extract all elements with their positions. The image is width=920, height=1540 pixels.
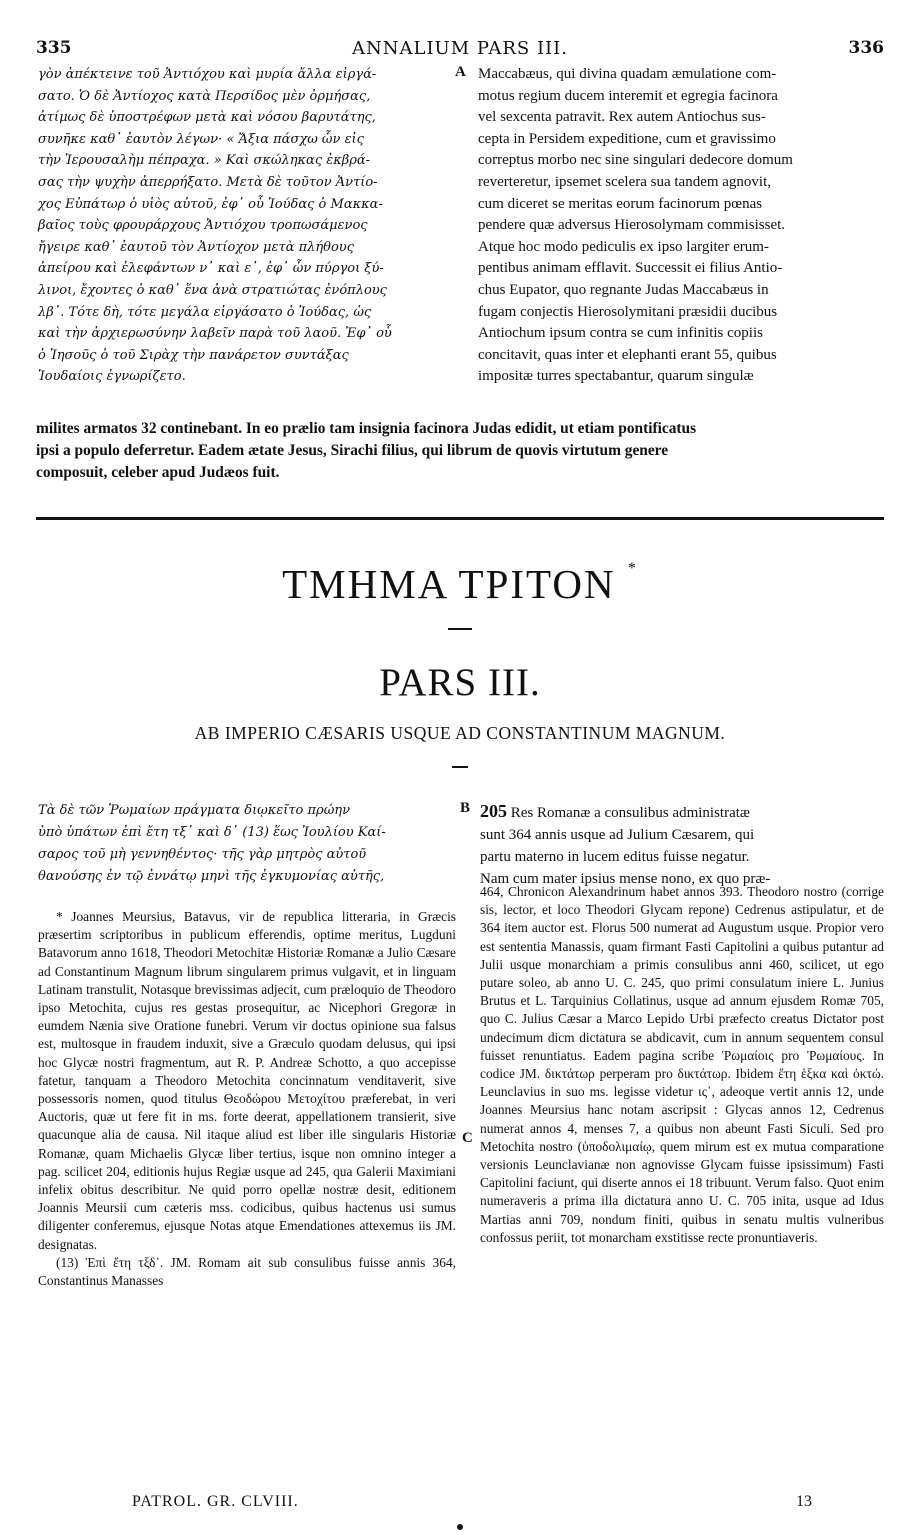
latin-line: fugam conjectis Hierosolymitani præsidii ducibus <box>478 303 778 320</box>
latin-line: Antiochum ipsum contra se cum infinitis copiis <box>478 325 763 342</box>
subtitle-dash <box>452 766 468 768</box>
title-dash <box>448 628 472 630</box>
footer-signature: PATROL. GR. CLVIII. <box>132 1493 299 1510</box>
latin-line <box>480 800 884 824</box>
greek-column-body <box>38 800 458 888</box>
greek-line: ἤγειρε καθ᾽ ἑαυτοῦ τὸν Ἀντίοχον μετὰ πλήθους <box>38 239 354 255</box>
footnote-asterisk: * <box>627 560 638 577</box>
latin-line: composuit, celeber apud Judæos fuit. <box>36 464 280 481</box>
latin-full-width-continuation <box>36 418 884 484</box>
greek-line: βαῖος τοὺς φρουράρχους Ἀντιόχου τροπωσάμενος <box>38 218 368 234</box>
greek-line: σαρος τοῦ μὴ γεννηθέντος· τῆς γὰρ μητρὸς αὐτοῦ <box>38 847 367 862</box>
latin-line: sunt 364 annis usque ad Julium Cæsarem, qui <box>480 827 755 843</box>
footer-dot <box>457 1524 463 1530</box>
running-title: ANNALIUM PARS III. <box>352 38 568 59</box>
greek-line: σατο. Ὁ δὲ Ἀντίοχος κατὰ Περσίδος μὲν ὁρμήσας, <box>38 88 371 104</box>
latin-line: cepta in Persidem expeditione, cum et gravissimo <box>478 130 776 147</box>
latin-line: chus Eupator, quo regnante Judas Maccabæus in <box>478 281 769 298</box>
latin-line: vel sexcenta patravit. Rex autem Antiochus sus- <box>478 109 766 126</box>
latin-section-title: PARS III. <box>379 661 541 704</box>
greek-line: σας τὴν ψυχὴν ἀπερρήξατο. Μετὰ δὲ τοῦτον Ἀντίο- <box>38 174 378 190</box>
column-number: 205 <box>480 801 507 821</box>
margin-marker-a: A <box>455 64 466 80</box>
footnotes-left <box>38 908 456 1290</box>
greek-line: Ἰουδαίοις ἐγνωρίζετο. <box>38 369 186 385</box>
greek-line: τὴν Ἱερουσαλὴμ πέπραχα. » Καὶ σκώληκας ἐκβρά- <box>38 153 371 169</box>
latin-line: Nam cum mater ipsius mense nono, ex quo præ- <box>480 871 771 887</box>
latin-line: Maccabæus, qui divina quadam æmulatione com- <box>478 66 777 82</box>
latin-column-top <box>478 64 884 388</box>
latin-line: Atque hoc modo pediculis ex ipso largiter erum- <box>478 238 769 255</box>
greek-column-top <box>38 64 450 388</box>
footnotes-right <box>480 883 884 1247</box>
latin-line: cum diceret se meritas eorum facinorum pœnas <box>478 195 763 212</box>
greek-line: ἀτίμως δὲ ὑποστρέφων μετὰ καὶ νόσου βαρυτάτης, <box>38 110 376 126</box>
greek-line: λβ᾽. Τότε δὴ, τότε μεγάλα εἰργάσατο ὁ Ἰούδας, ὡς <box>38 304 372 320</box>
latin-line: reverteretur, ipsemet scelera sua tandem agnovit, <box>478 173 772 190</box>
latin-line: correptus morbo nec sine singulari dedecore domum <box>478 152 793 169</box>
footer-sheet-number: 13 <box>796 1493 812 1510</box>
footnote-paragraph: 464, Chronicon Alexandrinum habet annos 393. Theodoro nostro (corrige sis, lector, et loco Theodori Glycam repone) Cedrenus astipulatur, et de 364 item auctor est. Florus 500 numerat ad Augustum usque. Propior vero est sententia Manassis, quam firmant Fasti Capitolini a quibus putantur ad Julii usque monarchiam a primis consulibus anni 460, scilicet, ut ego putare soleo, ab anno U. C. 245, quo primi consulatum iniere L. Junius Brutus et L. Tarquinius Collatinus, usque ad annum ejusdem Romæ 705, quo C. Julius Cæsar a Marco Lepido Urbi præfecto creatus Dictator post undecimum dicm dictatura se abdicavit, cum in annum sequentem consul fuisset renuntiatus. Eadem pagina scribe Ῥωμαίοις pro Ῥωμαίους. In codice JM. δικτάτωρ perperam pro δικτάτωρ. Ibidem ἔτη ἑξκα καὶ ὀκτώ. Leunclavius in suo ms. legisse videtur ις᾽, adeoque vertit annis 12, unde Joannes Meursius hanc notam ascripsit : Glycas annos 12, Cedrenus numerat annos 4, menses 7, a quibus non abeunt Fasti Siculi. Sed pro Metochita nostro (ὑποδολιμαίῳ, quem mirum est ex mutua comparatione versionis Leunclavianæ non agnovisse Glycam fuisse ipsissimum) Fasti Capitolini faciunt, qui diserte annos ei 18 tribuunt. Verum falso. Quot enim numeraveris a prima illa dictatura anno U. C. 705 inita, usque ad Idus Martias anni 709, nondum finiti, quibus in senatu multis vulneribus confossus periit, tot monarcham exstitisse recte pronuntiaveris. <box>480 884 884 1245</box>
running-header <box>36 38 884 60</box>
latin-line: pendere quæ adversus Hierosolymam commisisset. <box>478 217 786 234</box>
margin-marker-c: C <box>462 1130 473 1146</box>
greek-line: ὁ Ἰησοῦς ὁ τοῦ Σιρὰχ τὴν πανάρετον συντάξας <box>38 347 349 363</box>
footnote-paragraph: * Joannes Meursius, Batavus, vir de republica litteraria, in Græcis præsertim scriptoribus in publicum efferendis, optime meritus, Lugduni Batavorum anno 1618, Theodori Metochitæ Historiæ Romanæ a Julio Cæsare ad Constantinum Magnum librum singularem primus vulgavit, et in linguam Latinam transtulit, Notasque brevissimas adjecit, cum præloquio de Theodoro ipso Metochita, cujus res gestas prosequitur, ac Nicephori Gregoræ in eumdem Nænia sive Oratione funebri. Verum vir doctus opinione sua falsus est, multosque in fraudem induxit, sive a Græculo quodam delusus, qui ipsi hoc Glycæ nostri fragmentum, aut R. P. Andreæ Schotto, a quo accepisse fatetur, tanquam a Theodoro Metochita concinnatum venditaverit, sive possessoris nomen, quod titulus Θεοδώρου Μετοχίτου præferebat, in veri Auctoris, quæ ut fere fit in ms. forte deerat, appellationem transierit, sive quacunque alia de causa. Nil itaque aliud est liber ille singularis Historiæ Romanæ, quam Michaelis Glycæ liber tertius, isque non omnino integer a pag. scilicet 204, editionis hujus Regiæ usque ad 245, qua Galerii Maximiani infelix obitus describitur. Ne quid porro opellæ nostræ desit, editionem Joannis Meursii cum cæteris mss. codicibus, quibus hactenus usi sumus diligenter conferemus, ejusque Notas atque Emendationes attexemus iis JM. designatas. <box>38 909 456 1252</box>
footnote-paragraph: (13) Ἐπὶ ἔτη τξδ᾽. JM. Romam ait sub consulibus fuisse annis 364, Constantinus Manasses <box>38 1254 456 1289</box>
latin-line-text: Res Romanæ a consulibus administratæ <box>510 805 750 821</box>
greek-line: συνῆκε καθ᾽ ἑαυτὸν λέγων· « Ἄξια πάσχω ὧν εἰς <box>38 131 364 147</box>
latin-line: partu materno in lucem editus fuisse negatur. <box>480 849 750 865</box>
page-number-right: 336 <box>848 38 884 58</box>
latin-line: impositæ turres spectabantur, quarum singulæ <box>478 368 754 385</box>
greek-line: Τὰ δὲ τῶν Ῥωμαίων πράγματα διῳκεῖτο πρώην <box>38 803 350 818</box>
greek-line: ἀπείρου καὶ ἐλεφάντων ν᾽ καὶ ε᾽, ἐφ᾽ ὧν πύργοι ξύ- <box>38 261 384 277</box>
greek-line: ὑπὸ ὑπάτων ἐπὶ ἔτη τξ᾽ καὶ δ᾽ (13) ἕως Ἰουλίου Καί- <box>38 825 386 840</box>
latin-line: pentibus animam efflavit. Successit ei filius Antio- <box>478 260 783 277</box>
page-footer <box>36 1493 884 1515</box>
section-subtitle: AB IMPERIO CÆSARIS USQUE AD CONSTANTINUM MAGNUM. <box>194 723 726 743</box>
greek-title-text: ΤΜΗΜΑ ΤΡΙΤΟΝ <box>282 561 616 607</box>
latin-line: concitavit, quas inter et elephanti erant 55, quibus <box>478 346 777 363</box>
margin-marker-b: B <box>460 800 471 816</box>
section-divider-rule <box>36 517 884 520</box>
greek-section-title <box>0 560 920 608</box>
greek-line: λινοι, ἔχοντες ὁ καθ᾽ ἕνα ἀνὰ στρατιώτας ἐνόπλους <box>38 282 387 298</box>
greek-line: θανούσης ἐν τῷ ἐννάτῳ μηνὶ τῆς ἐγκυμονίας αὐτῆς, <box>38 869 385 884</box>
latin-column-body <box>480 800 884 890</box>
latin-line: ipsi a populo deferretur. Eadem ætate Jesus, Sirachi filius, qui librum de quovis virtutum genere <box>36 442 669 459</box>
latin-line: milites armatos 32 continebant. In eo prælio tam insignia facinora Judas edidit, ut etiam pontificatus <box>36 420 697 437</box>
greek-line: γὸν ἀπέκτεινε τοῦ Ἀντιόχου καὶ μυρία ἄλλα εἰργά- <box>38 67 377 82</box>
latin-line: motus regium ducem interemit et egregia facinora <box>478 87 778 104</box>
greek-line: χος Εὐπάτωρ ὁ υἱὸς αὐτοῦ, ἐφ᾽ οὗ Ἰούδας ὁ Μακκα- <box>38 196 383 212</box>
greek-line: καὶ τὴν ἀρχιερωσύνην λαβεῖν παρὰ τοῦ λαοῦ. Ἐφ᾽ οὗ <box>38 326 392 342</box>
page-number-left: 335 <box>36 38 72 58</box>
